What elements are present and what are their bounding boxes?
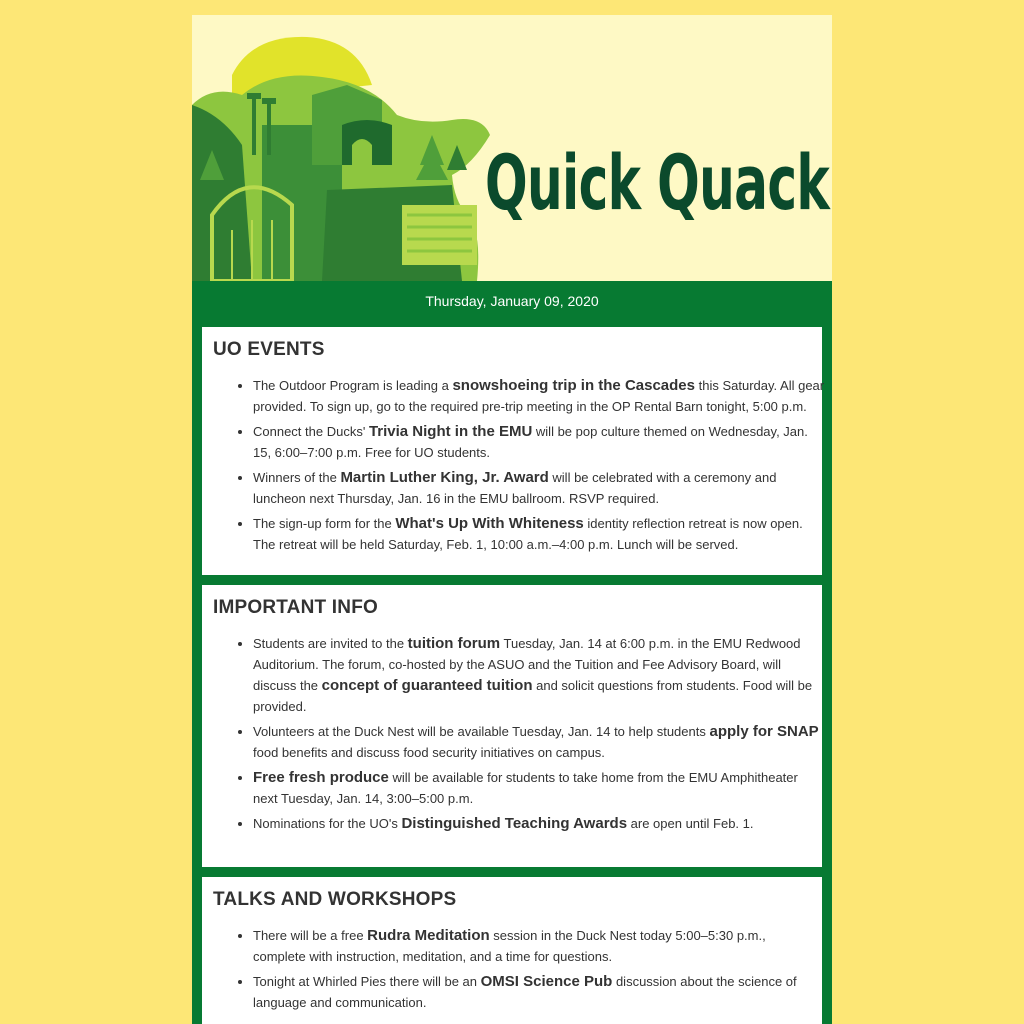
section-talks-workshops: [202, 877, 822, 1024]
list-item: • Volunteers at the Duck Nest will be available Tuesday, Jan. 14 to help students apply for SNAP food benefits and discuss food security initiatives on campus.: [253, 721, 822, 763]
list-item: • There will be a free Rudra Meditation session in the Duck Nest today 5:00–5:30 p.m., complete with instruction, meditation, and a time for questions.: [253, 925, 822, 967]
talk-link[interactable]: Rudra Meditation: [367, 927, 490, 944]
event-link[interactable]: Trivia Night in the EMU: [368, 423, 533, 440]
list-item: • Nominations for the UO's Distinguished Teaching Awards are open until Feb. 1.: [253, 813, 822, 834]
list-item: • The sign-up form for the What's Up With Whiteness identity reflection retreat is now open. The retreat will be held Saturday, Feb. 1, 10:00 a.m.–4:00 p.m. Lunch will be served.: [253, 513, 822, 555]
event-link[interactable]: snowshoeing trip in the Cascades: [452, 377, 695, 394]
list-item: • Free fresh produce will be available for students to take home from the EMU Amphitheater next Tuesday, Jan. 14, 3:00–5:00 p.m.: [253, 767, 822, 809]
info-link[interactable]: Free fresh produce: [253, 769, 389, 786]
newsletter-title: Quick Quack: [485, 138, 830, 227]
info-link[interactable]: apply for SNAP: [709, 723, 819, 740]
list-item: • The Outdoor Program is leading a snowshoeing trip in the Cascades this Saturday. All gear provided. To sign up, go to the required pre-trip meeting in the OP Rental Barn tonight, 5:00 p.m.: [253, 375, 832, 417]
list-item: • Connect the Ducks' Trivia Night in the EMU will be pop culture themed on Wednesday, Jan. 15, 6:00–7:00 p.m. Free for UO students.: [253, 421, 822, 463]
section-heading: TALKS AND WORKSHOPS: [213, 889, 457, 910]
info-link[interactable]: Distinguished Teaching Awards: [401, 815, 628, 832]
section-heading: IMPORTANT INFO: [213, 597, 378, 618]
list-item: • Students are invited to the tuition forum Tuesday, Jan. 14 at 6:00 p.m. in the EMU Redwood Auditorium. The forum, co-hosted by the ASUO and the Tuition and Fee Advisory Board, will discuss the concept of guaranteed tuition and solicit questions from students. Food will be provided.: [253, 633, 822, 717]
info-link[interactable]: tuition forum: [407, 635, 501, 652]
section-uo-events: [202, 327, 825, 575]
event-link[interactable]: What's Up With Whiteness: [395, 515, 584, 532]
info-link[interactable]: concept of guaranteed tuition: [321, 677, 533, 694]
newsletter: [192, 15, 832, 1024]
header-banner: [192, 15, 832, 281]
talk-link[interactable]: OMSI Science Pub: [480, 973, 613, 990]
section-important-info: [202, 585, 822, 867]
list-item: • Tonight at Whirled Pies there will be an OMSI Science Pub discussion about the science of language and communication.: [253, 971, 822, 1013]
event-link[interactable]: Martin Luther King, Jr. Award: [340, 469, 549, 486]
section-heading: UO EVENTS: [213, 339, 325, 360]
list-item: • Winners of the Martin Luther King, Jr. Award will be celebrated with a ceremony and luncheon next Thursday, Jan. 16 in the EMU ballroom. RSVP required.: [253, 467, 822, 509]
issue-date: Thursday, January 09, 2020: [425, 293, 599, 309]
